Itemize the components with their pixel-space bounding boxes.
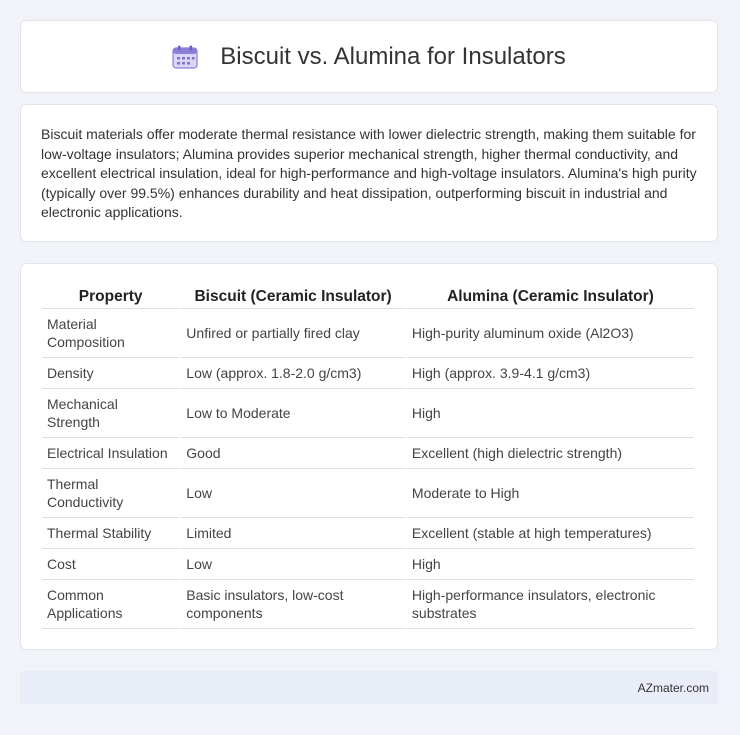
footer	[20, 671, 718, 704]
cell-alumina: High	[407, 549, 694, 580]
header-property: Property	[42, 284, 179, 309]
table-header-row	[42, 284, 694, 309]
cell-biscuit: Good	[181, 438, 405, 469]
cell-biscuit: Low	[181, 469, 405, 518]
cell-alumina: High	[407, 389, 694, 438]
cell-property: Cost	[42, 549, 179, 580]
cell-property: Density	[42, 358, 179, 389]
cell-biscuit: Basic insulators, low-cost components	[181, 580, 405, 629]
cell-alumina: Moderate to High	[407, 469, 694, 518]
title-card	[20, 20, 718, 93]
cell-biscuit: Limited	[181, 518, 405, 549]
cell-alumina: High-purity aluminum oxide (Al2O3)	[407, 309, 694, 358]
title-wrap	[172, 43, 565, 71]
description-card	[20, 104, 718, 242]
cell-biscuit: Low	[181, 549, 405, 580]
description-text: Biscuit materials offer moderate thermal resistance with lower dielectric strength, making them suitable for low-voltage insulators; Alumina provides superior mechanical strength, higher thermal conductivity, and excellent electrical insulation, ideal for high-performance and high-voltage insulators. Alumina's high purity (typically over 99.5%) enhances durability and heat dissipation, outperforming biscuit in industrial and electronic applications.	[41, 126, 697, 220]
page-title: Biscuit vs. Alumina for Insulators	[220, 42, 566, 70]
cell-property: Mechanical Strength	[42, 389, 179, 438]
cell-biscuit: Low (approx. 1.8-2.0 g/cm3)	[181, 358, 405, 389]
table-row	[42, 580, 694, 629]
cell-alumina: Excellent (high dielectric strength)	[407, 438, 694, 469]
cell-biscuit: Unfired or partially fired clay	[181, 309, 405, 358]
table-row	[42, 469, 694, 518]
cell-property: Material Composition	[42, 309, 179, 358]
cell-property: Common Applications	[42, 580, 179, 629]
table-row	[42, 518, 694, 549]
cell-alumina: High-performance insulators, electronic substrates	[407, 580, 694, 629]
calendar-icon	[172, 45, 198, 69]
header-alumina: Alumina (Ceramic Insulator)	[407, 284, 694, 309]
comparison-card	[20, 263, 718, 650]
table-row	[42, 309, 694, 358]
cell-property: Thermal Conductivity	[42, 469, 179, 518]
cell-biscuit: Low to Moderate	[181, 389, 405, 438]
comparison-table	[40, 284, 696, 629]
footer-source: AZmater.com	[637, 680, 709, 695]
table-row	[42, 438, 694, 469]
cell-property: Electrical Insulation	[42, 438, 179, 469]
cell-property: Thermal Stability	[42, 518, 179, 549]
table-row	[42, 358, 694, 389]
table-row	[42, 549, 694, 580]
cell-alumina: High (approx. 3.9-4.1 g/cm3)	[407, 358, 694, 389]
header-biscuit: Biscuit (Ceramic Insulator)	[181, 284, 405, 309]
table-row	[42, 389, 694, 438]
cell-alumina: Excellent (stable at high temperatures)	[407, 518, 694, 549]
